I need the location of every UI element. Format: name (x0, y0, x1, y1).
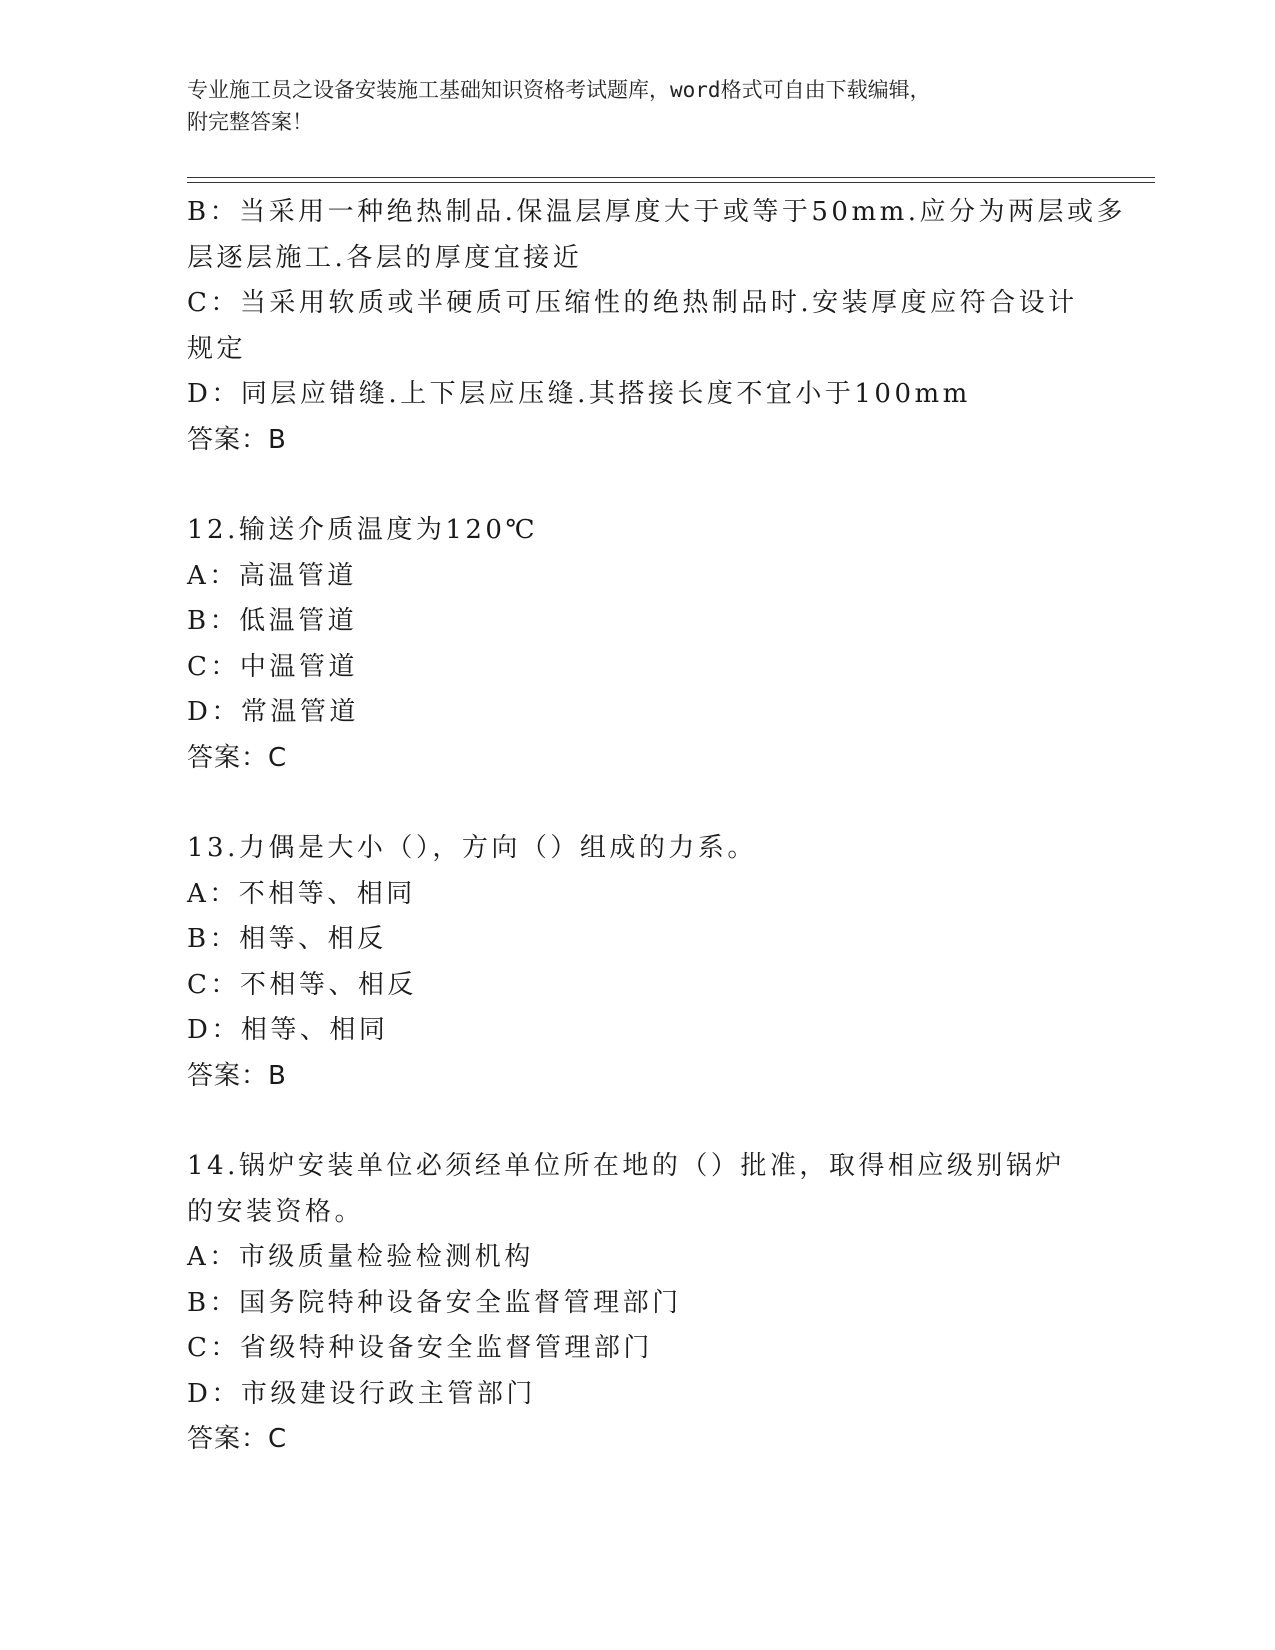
option-b: B：相等、相反 (187, 924, 387, 954)
option-c: C：不相等、相反 (187, 969, 417, 1000)
question-12 (187, 508, 1087, 781)
question-13 (187, 826, 1087, 1099)
spacer (187, 463, 1087, 508)
option-c: C：中温管道 (187, 651, 358, 682)
answer: 答案：C (187, 1424, 288, 1454)
option-a: A：市级质量检验检测机构 (187, 1242, 534, 1272)
option-b: B：国务院特种设备安全监督管理部门 (187, 1287, 682, 1318)
option-d: D：相等、相同 (187, 1015, 389, 1045)
option-d: D：市级建设行政主管部门 (187, 1378, 536, 1409)
option-c-line-1: C：当采用软质或半硬质可压缩性的绝热制品时.安装厚度应符合设计 (187, 288, 1078, 318)
question-14 (187, 1144, 1087, 1463)
question-text: 13.力偶是大小（），方向（）组成的力系。 (187, 833, 757, 863)
header-line-2: 附完整答案！ (187, 110, 313, 134)
question-text: 12.输送介质温度为120℃ (187, 515, 539, 545)
answer: 答案：C (187, 742, 288, 773)
question-text-line-1: 14.锅炉安装单位必须经单位所在地的（）批准，取得相应级别锅炉 (187, 1151, 1065, 1181)
option-c: C：省级特种设备安全监督管理部门 (187, 1333, 653, 1363)
option-d: D：同层应错缝.上下层应压缝.其搭接长度不宜小于100mm (187, 379, 971, 409)
header-divider-bottom (187, 182, 1155, 183)
option-b-line-2: 层逐层施工.各层的厚度宜接近 (187, 242, 583, 273)
option-c-line-2: 规定 (187, 333, 247, 364)
answer: 答案：B (187, 424, 287, 455)
question-11-continued (187, 190, 1127, 463)
answer: 答案：B (187, 1060, 287, 1091)
spacer (187, 1099, 1087, 1144)
spacer (187, 781, 1087, 826)
option-d: D：常温管道 (187, 697, 359, 727)
option-a: A：不相等、相同 (187, 878, 416, 909)
header-divider-top (187, 177, 1155, 178)
option-b-line-1: B：当采用一种绝热制品.保温层厚度大于或等于50mm.应分为两层或多 (187, 197, 1127, 227)
question-text-line-2: 的安装资格。 (187, 1196, 365, 1227)
question-list (187, 190, 1127, 1463)
document-header (187, 74, 1087, 138)
option-b: B：低温管道 (187, 606, 358, 636)
header-line-1: 专业施工员之设备安装施工基础知识资格考试题库，word格式可自由下载编辑， (187, 78, 931, 102)
option-a: A：高温管道 (187, 560, 357, 591)
